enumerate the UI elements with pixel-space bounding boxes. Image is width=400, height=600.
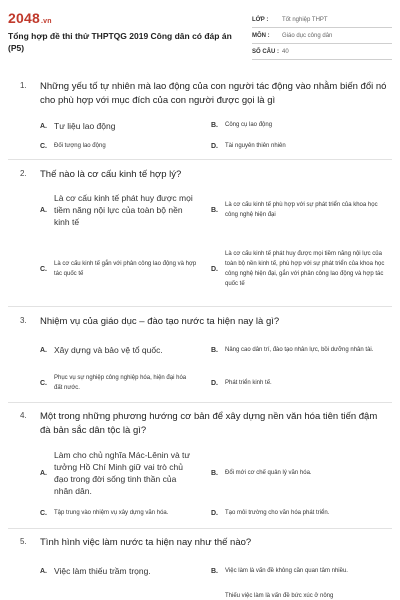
question-number: 4. xyxy=(20,411,27,420)
logo-text: 2048 xyxy=(8,10,40,26)
option-text: Là cơ cấu kinh tế gắn với phân công lao động và hợp tác quốc tế xyxy=(54,261,197,277)
option-letter: A. xyxy=(40,346,47,354)
question-divider xyxy=(8,159,392,160)
option-letter: B. xyxy=(211,469,218,477)
option-text: Phát triển kinh tế. xyxy=(225,380,272,386)
option-letter: B. xyxy=(211,121,218,129)
question-number: 5. xyxy=(20,537,27,546)
option-letter: B. xyxy=(211,567,218,575)
option-letter: C. xyxy=(40,509,47,517)
option-letter: A. xyxy=(40,122,47,130)
question-divider xyxy=(8,306,392,307)
option-text: Đối tượng lao động xyxy=(54,143,106,149)
option-letter: D. xyxy=(211,509,218,517)
option-b[interactable] xyxy=(211,448,391,498)
option-text: Nâng cao dân trí, đào tạo nhân lực, bồi dưỡng nhân tài. xyxy=(225,347,374,353)
question-text: Một trong những phương hướng cơ bản để xây dựng nền văn hóa tiên tiến đậm đà bản sắc dân tộc là gì? xyxy=(40,411,378,436)
question-divider xyxy=(8,402,392,403)
option-text: Tài nguyên thiên nhiên xyxy=(225,143,286,149)
question-text: Những yếu tố tự nhiên mà lao động của con người tác động vào nhằm biến đổi nó cho phù hợp với mục đích của con người được gọi là gì xyxy=(40,81,387,106)
exam-meta-table xyxy=(252,12,392,60)
question-number: 1. xyxy=(20,81,27,90)
option-a[interactable] xyxy=(40,190,205,230)
option-b[interactable] xyxy=(211,337,391,363)
option-text: Tạo môi trường cho văn hóa phát triển. xyxy=(225,510,330,516)
option-d[interactable] xyxy=(211,506,391,520)
option-d[interactable] xyxy=(211,141,391,151)
option-text: Đổi mới cơ chế quản lý văn hóa. xyxy=(225,470,312,476)
site-logo[interactable] xyxy=(8,10,52,26)
option-c[interactable] xyxy=(40,506,205,520)
option-text: Là cơ cấu kinh tế phù hợp với sự phát triển của khoa học công nghệ hiện đại xyxy=(225,202,378,218)
option-c[interactable] xyxy=(40,238,205,300)
meta-row-subject xyxy=(252,28,392,44)
question-divider xyxy=(8,528,392,529)
option-text: Làm cho chủ nghĩa Mác-Lênin và tư tưởng Hồ Chí Minh giữ vai trò chủ đạo trong đời sống tinh thần của nhân dân. xyxy=(54,450,191,496)
option-text: Là cơ cấu kinh tế phát huy được mọi tiềm năng nội lực của toàn bộ nền kinh tế, phù hợp với sự phát triển của khoa học công nghệ hiện đại, gắn với phân công lao động và hợp tác quốc tế xyxy=(225,251,385,287)
option-text: Phục vụ sự nghiệp công nghiệp hóa, hiện đại hóa đất nước. xyxy=(54,375,187,391)
meta-value: Tốt nghiệp THPT xyxy=(282,16,328,23)
option-letter: A. xyxy=(40,469,47,477)
option-letter: C. xyxy=(40,379,47,387)
option-a[interactable] xyxy=(40,120,205,132)
question-text: Thế nào là cơ cấu kinh tế hợp lý? xyxy=(40,169,182,180)
option-c[interactable] xyxy=(40,141,205,151)
meta-row-count xyxy=(252,44,392,60)
option-a[interactable] xyxy=(40,448,205,498)
option-letter: A. xyxy=(40,206,47,214)
logo-tld: .vn xyxy=(40,18,52,25)
option-text: Tư liệu lao động xyxy=(54,121,116,131)
option-text: Là cơ cấu kinh tế phát huy được mọi tiềm năng nội lực của toàn bộ nền kinh tế xyxy=(54,193,193,227)
option-text: Việc làm thiếu trầm trọng. xyxy=(54,566,151,576)
option-letter: C. xyxy=(40,142,47,150)
option-c[interactable] xyxy=(40,369,205,397)
option-letter: B. xyxy=(211,206,218,214)
question-number: 2. xyxy=(20,169,27,178)
option-text: Tập trung vào nhiệm vụ xây dựng văn hóa. xyxy=(54,510,169,516)
option-letter: D. xyxy=(211,265,218,273)
meta-label: LỚP : xyxy=(252,16,269,23)
meta-value: 40 xyxy=(282,48,289,55)
document-title: Tổng hợp đề thi thử THPTQG 2019 Công dân có đáp án (P5) xyxy=(8,31,232,53)
question-text: Tình hình việc làm nước ta hiện nay như thế nào? xyxy=(40,537,252,548)
option-text: Xây dựng và bảo vệ tổ quốc. xyxy=(54,345,163,355)
meta-label: MÔN : xyxy=(252,32,270,39)
option-letter: B. xyxy=(211,346,218,354)
question-number: 3. xyxy=(20,316,27,325)
option-text: Việc làm là vấn đề không cần quan tâm nhiều. xyxy=(225,568,348,574)
option-text: Công cụ lao động xyxy=(225,122,273,128)
meta-label: SỐ CÂU : xyxy=(252,48,279,55)
option-letter: D. xyxy=(211,142,218,150)
option-d[interactable] xyxy=(211,369,391,397)
option-d[interactable] xyxy=(211,238,391,300)
meta-value: Giáo dục công dân xyxy=(282,32,333,39)
document-header xyxy=(0,0,400,76)
option-letter: A. xyxy=(40,567,47,575)
meta-row-class xyxy=(252,12,392,28)
option-b[interactable] xyxy=(211,120,391,130)
option-letter: C. xyxy=(40,265,47,273)
option-a[interactable] xyxy=(40,337,205,363)
question-text: Nhiệm vụ của giáo dục – đào tạo nước ta hiện nay là gì? xyxy=(40,316,280,327)
option-a[interactable] xyxy=(40,558,205,584)
option-letter: D. xyxy=(211,379,218,387)
option-b[interactable] xyxy=(211,558,391,584)
option-d-partial[interactable] xyxy=(211,590,391,600)
option-b[interactable] xyxy=(211,190,391,230)
option-text: Thiếu việc làm là vấn đề bức xúc ở nông xyxy=(225,593,334,599)
